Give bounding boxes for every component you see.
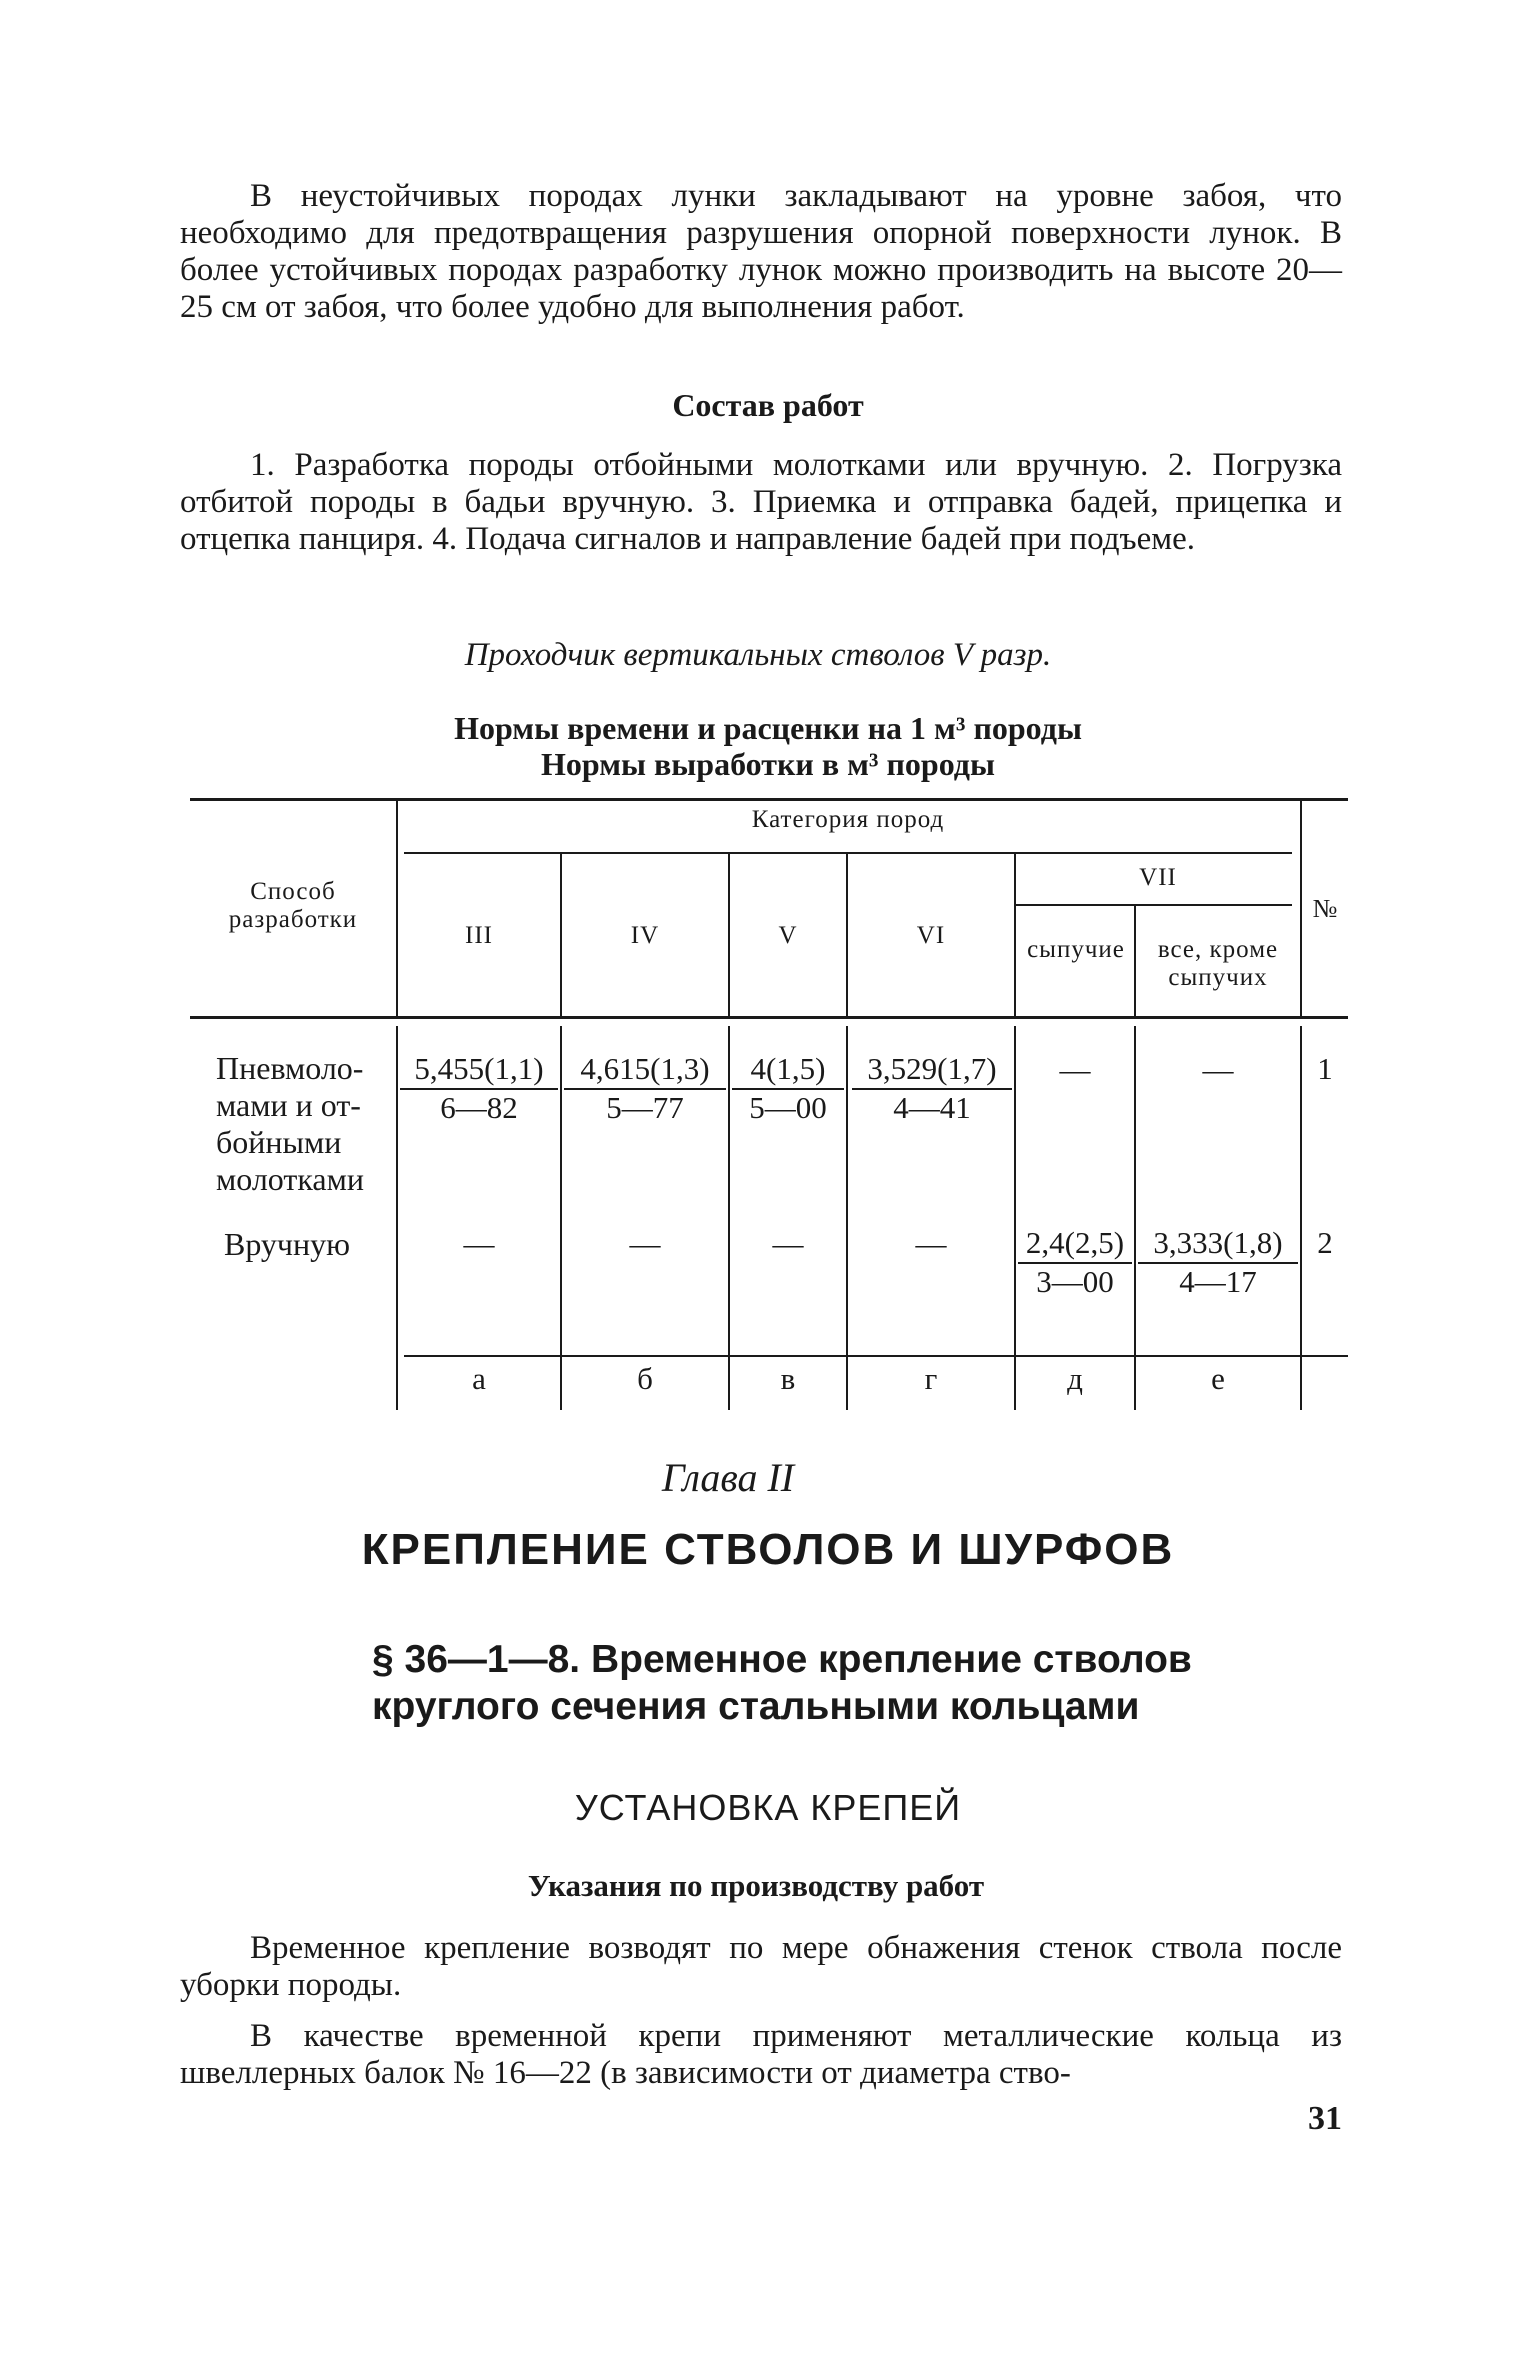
value-top: 4,615(1,3) xyxy=(564,1052,726,1090)
col-category-header: Категория пород xyxy=(751,806,945,833)
row-1-method-line: мами и от- xyxy=(216,1087,361,1123)
v-rule xyxy=(1134,906,1136,1016)
col-cat-v: V xyxy=(778,922,798,949)
col-letter: а xyxy=(472,1361,486,1396)
value-dash: — xyxy=(915,1226,947,1261)
col-no-header: № xyxy=(1312,894,1338,923)
value-dash: — xyxy=(629,1226,661,1261)
value-bottom: 4—41 xyxy=(893,1090,971,1125)
value-bottom: 6—82 xyxy=(440,1090,518,1125)
col-cat-iv: IV xyxy=(630,922,660,949)
v-rule xyxy=(396,801,398,1016)
value-dash: — xyxy=(772,1226,804,1261)
v-rule xyxy=(560,1026,562,1410)
v-rule xyxy=(728,1026,730,1410)
v-rule xyxy=(846,1026,848,1410)
col-letter: д xyxy=(1067,1361,1083,1396)
value-top: 3,333(1,8) xyxy=(1138,1226,1298,1264)
vii-rule xyxy=(1016,904,1292,906)
paragraph-title-1: § 36—1—8. Временное крепление стволов xyxy=(372,1638,1192,1681)
row-2-method: Вручную xyxy=(224,1226,351,1262)
value-dash: — xyxy=(1202,1052,1234,1087)
row-1-method-line: бойными xyxy=(216,1124,342,1160)
col-cat-iii: III xyxy=(465,922,493,949)
table-title-1: Нормы времени и расценки на 1 м³ породы xyxy=(454,710,1082,746)
value-bottom: 3—00 xyxy=(1036,1264,1114,1299)
col-letter: е xyxy=(1211,1361,1225,1396)
value-top: 3,529(1,7) xyxy=(852,1052,1012,1090)
value-dash: — xyxy=(463,1226,495,1261)
value-top: 4(1,5) xyxy=(732,1052,844,1090)
col-vii-other: все, кроме сыпучих xyxy=(1157,936,1279,991)
col-method-header: Способ разработки xyxy=(228,878,358,933)
instructions-heading: Указания по производству работ xyxy=(527,1868,985,1903)
worker-title: Проходчик вертикальных стволов V разр. xyxy=(464,637,1052,673)
value-dash: — xyxy=(1059,1052,1091,1087)
value-cell xyxy=(564,1052,726,1126)
chapter-title: КРЕПЛЕНИЕ СТВОЛОВ И ШУРФОВ xyxy=(361,1525,1175,1574)
col-letter: в xyxy=(780,1361,796,1396)
col-vii-loose: сыпучие xyxy=(1027,936,1125,963)
col-letter: б xyxy=(637,1361,653,1396)
value-top: 5,455(1,1) xyxy=(400,1052,558,1090)
paragraph-2: В качестве временной крепи применяют металлические кольца из швеллерных балок № 16—22 (в зависимости от диаметра ство- xyxy=(180,2018,1342,2091)
letters-rule xyxy=(404,1355,1348,1357)
value-cell xyxy=(732,1052,844,1126)
value-cell xyxy=(400,1052,558,1126)
col-cat-vi: VI xyxy=(916,922,946,949)
work-list: 1. Разработка породы отбойными молотками или вручную. 2. Погрузка отбитой породы в бадьи вручную. 3. Приемка и отправка бадей, прицепка и отцепка панциря. 4. Подача сигналов и направление бадей при подъеме. xyxy=(180,447,1342,557)
table-title-2: Нормы выработки в м³ породы xyxy=(541,746,995,782)
value-bottom: 5—77 xyxy=(606,1090,684,1125)
value-cell xyxy=(1138,1226,1298,1300)
value-top: 2,4(2,5) xyxy=(1018,1226,1132,1264)
paragraph-1: Временное крепление возводят по мере обнажения стенок ствола после уборки породы. xyxy=(180,1930,1342,2003)
norms-table xyxy=(190,798,1348,1410)
row-1-method-line: Пневмоло- xyxy=(216,1050,364,1086)
v-rule xyxy=(396,1026,398,1410)
value-cell xyxy=(852,1052,1012,1126)
value-bottom: 5—00 xyxy=(749,1090,827,1125)
row-1-number: 1 xyxy=(1317,1051,1333,1086)
row-1-method xyxy=(216,1050,396,1198)
subsection-title: УСТАНОВКА КРЕПЕЙ xyxy=(574,1787,962,1828)
value-cell xyxy=(1018,1226,1132,1300)
table-top-rule xyxy=(190,798,1348,801)
value-bottom: 4—17 xyxy=(1179,1264,1257,1299)
row-1-method-line: молотками xyxy=(216,1161,364,1197)
paragraph-title-2: круглого сечения стальными кольцами xyxy=(372,1685,1140,1728)
section-heading: Состав работ xyxy=(672,387,864,423)
row-2-number: 2 xyxy=(1317,1225,1333,1260)
col-cat-vii: VII xyxy=(1139,864,1177,891)
header-bottom-rule xyxy=(190,1016,1348,1019)
page-number: 31 xyxy=(1308,2100,1342,2137)
chapter-label: Глава II xyxy=(661,1455,795,1500)
col-letter: г xyxy=(924,1361,938,1396)
intro-paragraph: В неустойчивых породах лунки закладывают на уровне забоя, что необходимо для предотвращения разрушения опорной поверхности лунок. В более устойчивых породах разработку лунок можно производить на высоте 20—25 см от забоя, что более удобно для выполнения работ. xyxy=(180,178,1342,325)
category-rule xyxy=(404,852,1292,854)
